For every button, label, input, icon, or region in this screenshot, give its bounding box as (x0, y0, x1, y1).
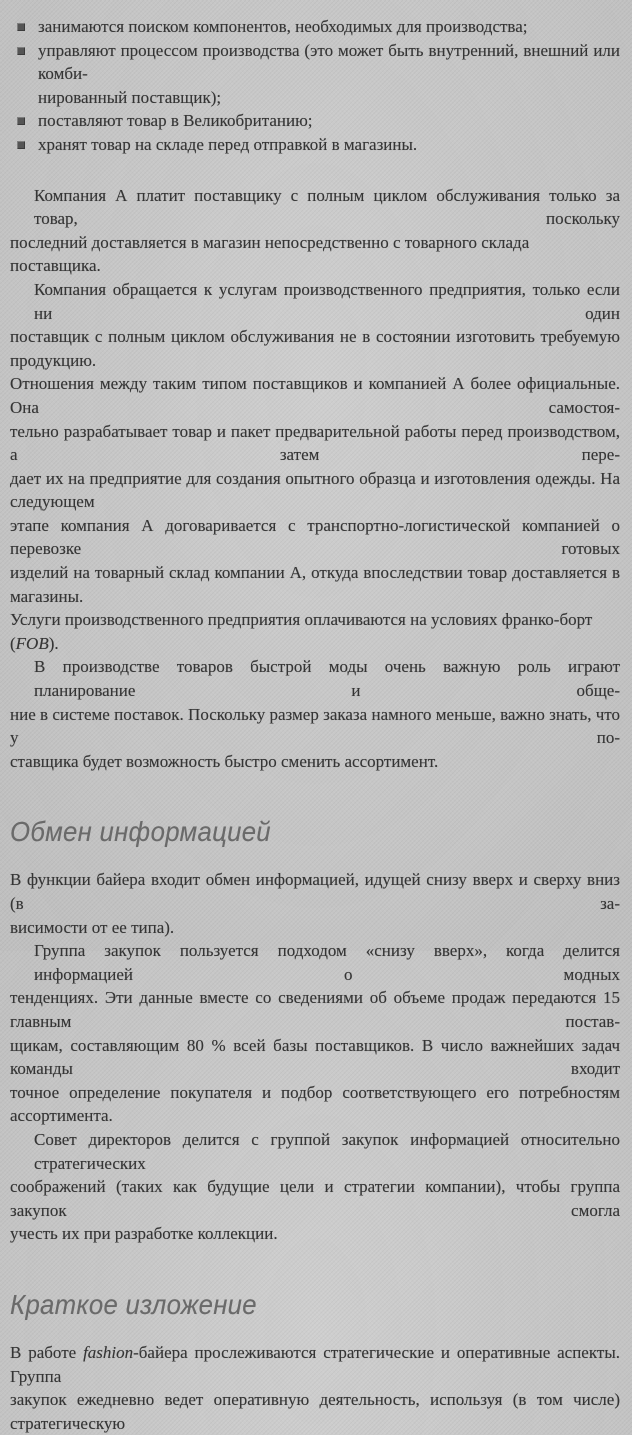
text-line: дает их на предприятие для создания опытного образца и изготовления одежды. На следующем (10, 468, 620, 512)
text-line: закупок ежедневно ведет оперативную деятельность, используя (в том числе) стратегическую (10, 1390, 620, 1433)
body-text-section (10, 1341, 620, 1435)
body-text-section (10, 184, 620, 774)
text-line: поставляют товар в Великобританию; (38, 111, 313, 131)
bullet-list-item (10, 15, 620, 39)
text-line: тенденциях. Эти данные вместе со сведениями об объеме продаж передаются 15 главным постав- (10, 988, 620, 1031)
text-line: Компания А платит поставщику с полным циклом обслуживания только за товар, поскольку (34, 185, 620, 229)
paragraph (10, 1341, 620, 1435)
text-line: Услуги производственного предприятия оплачиваются на условиях франко-борт (FOB). (10, 610, 593, 653)
paragraph (10, 655, 620, 773)
section-heading-summary: Краткое изложение (10, 1288, 257, 1320)
square-bullet-icon (17, 141, 25, 149)
paragraph (10, 868, 620, 939)
text-line: соображений (таких как будущие цели и стратегии компании), чтобы группа закупок смогла (10, 1177, 620, 1220)
text-line: тельно разрабатывает товар и пакет предварительной работы перед производством, а затем пере- (10, 421, 620, 465)
text-line: нированный поставщик); (38, 87, 222, 107)
text-line: В функции байера входит обмен информацией, идущей снизу вверх и сверху вниз (в за- (10, 870, 620, 913)
paragraph (10, 184, 620, 278)
text-line: этапе компания А договаривается с транспортно-логистической компанией о перевозке готовых (10, 515, 620, 559)
text-line: Отношения между таким типом поставщиков и компанией А более официальные. Она самостоя- (10, 374, 620, 417)
body-text-section (10, 868, 620, 1246)
text-line: изделий на товарный склад компании А, откуда впоследствии товар доставляется в магазины. (10, 563, 620, 606)
square-bullet-icon (17, 47, 25, 55)
text-line: последний доставляется в магазин непосредственно с товарного склада поставщика. (10, 232, 530, 276)
text-line: занимаются поиском компонентов, необходимых для производства; (38, 17, 528, 36)
square-bullet-icon (17, 117, 25, 125)
paragraph (10, 939, 620, 1128)
text-line: висимости от ее типа). (10, 917, 175, 937)
text-line: хранят товар на складе перед отправкой в магазины. (38, 134, 418, 154)
text-line: учесть их при разработке коллекции. (10, 1224, 278, 1244)
text-line: поставщик с полным циклом обслуживания не в состоянии изготовить требуемую продукцию. (10, 327, 620, 370)
paragraph (10, 278, 620, 656)
text-line: Группа закупок пользуется подходом «снизу вверх», когда делится информацией о модных (34, 941, 620, 984)
text-line: В производстве товаров быстрой моды очень важную роль играют планирование и обще- (34, 657, 620, 701)
text-line: точное определение покупателя и подбор соответствующего его потребностям ассортимента. (10, 1082, 620, 1126)
text-line: управляют процессом производства (это может быть внутренний, внешний или комби- (38, 40, 620, 84)
square-bullet-icon (17, 23, 25, 31)
text-line: Компания обращается к услугам производственного предприятия, только если ни один (34, 279, 620, 323)
text-line: ставщика будет возможность быстро сменить ассортимент. (10, 751, 439, 771)
section-heading-information-exchange: Обмен информацией (10, 816, 271, 848)
bullet-list-item (10, 133, 620, 157)
text-line: щикам, составляющим 80 % всей базы поставщиков. В число важнейших задач команды входит (10, 1035, 620, 1079)
text-line: ние в системе поставок. Поскольку размер заказа намного меньше, важно знать, что у по- (10, 704, 620, 748)
text-line: В работе fashion-байера прослеживаются стратегические и оперативные аспекты. Группа (10, 1342, 620, 1386)
bullet-list (10, 15, 620, 157)
paragraph (10, 1128, 620, 1246)
text-line: Совет директоров делится с группой закупок информацией относительно стратегических (34, 1129, 620, 1173)
bullet-list-item (10, 109, 620, 133)
bullet-list-item (10, 39, 620, 110)
